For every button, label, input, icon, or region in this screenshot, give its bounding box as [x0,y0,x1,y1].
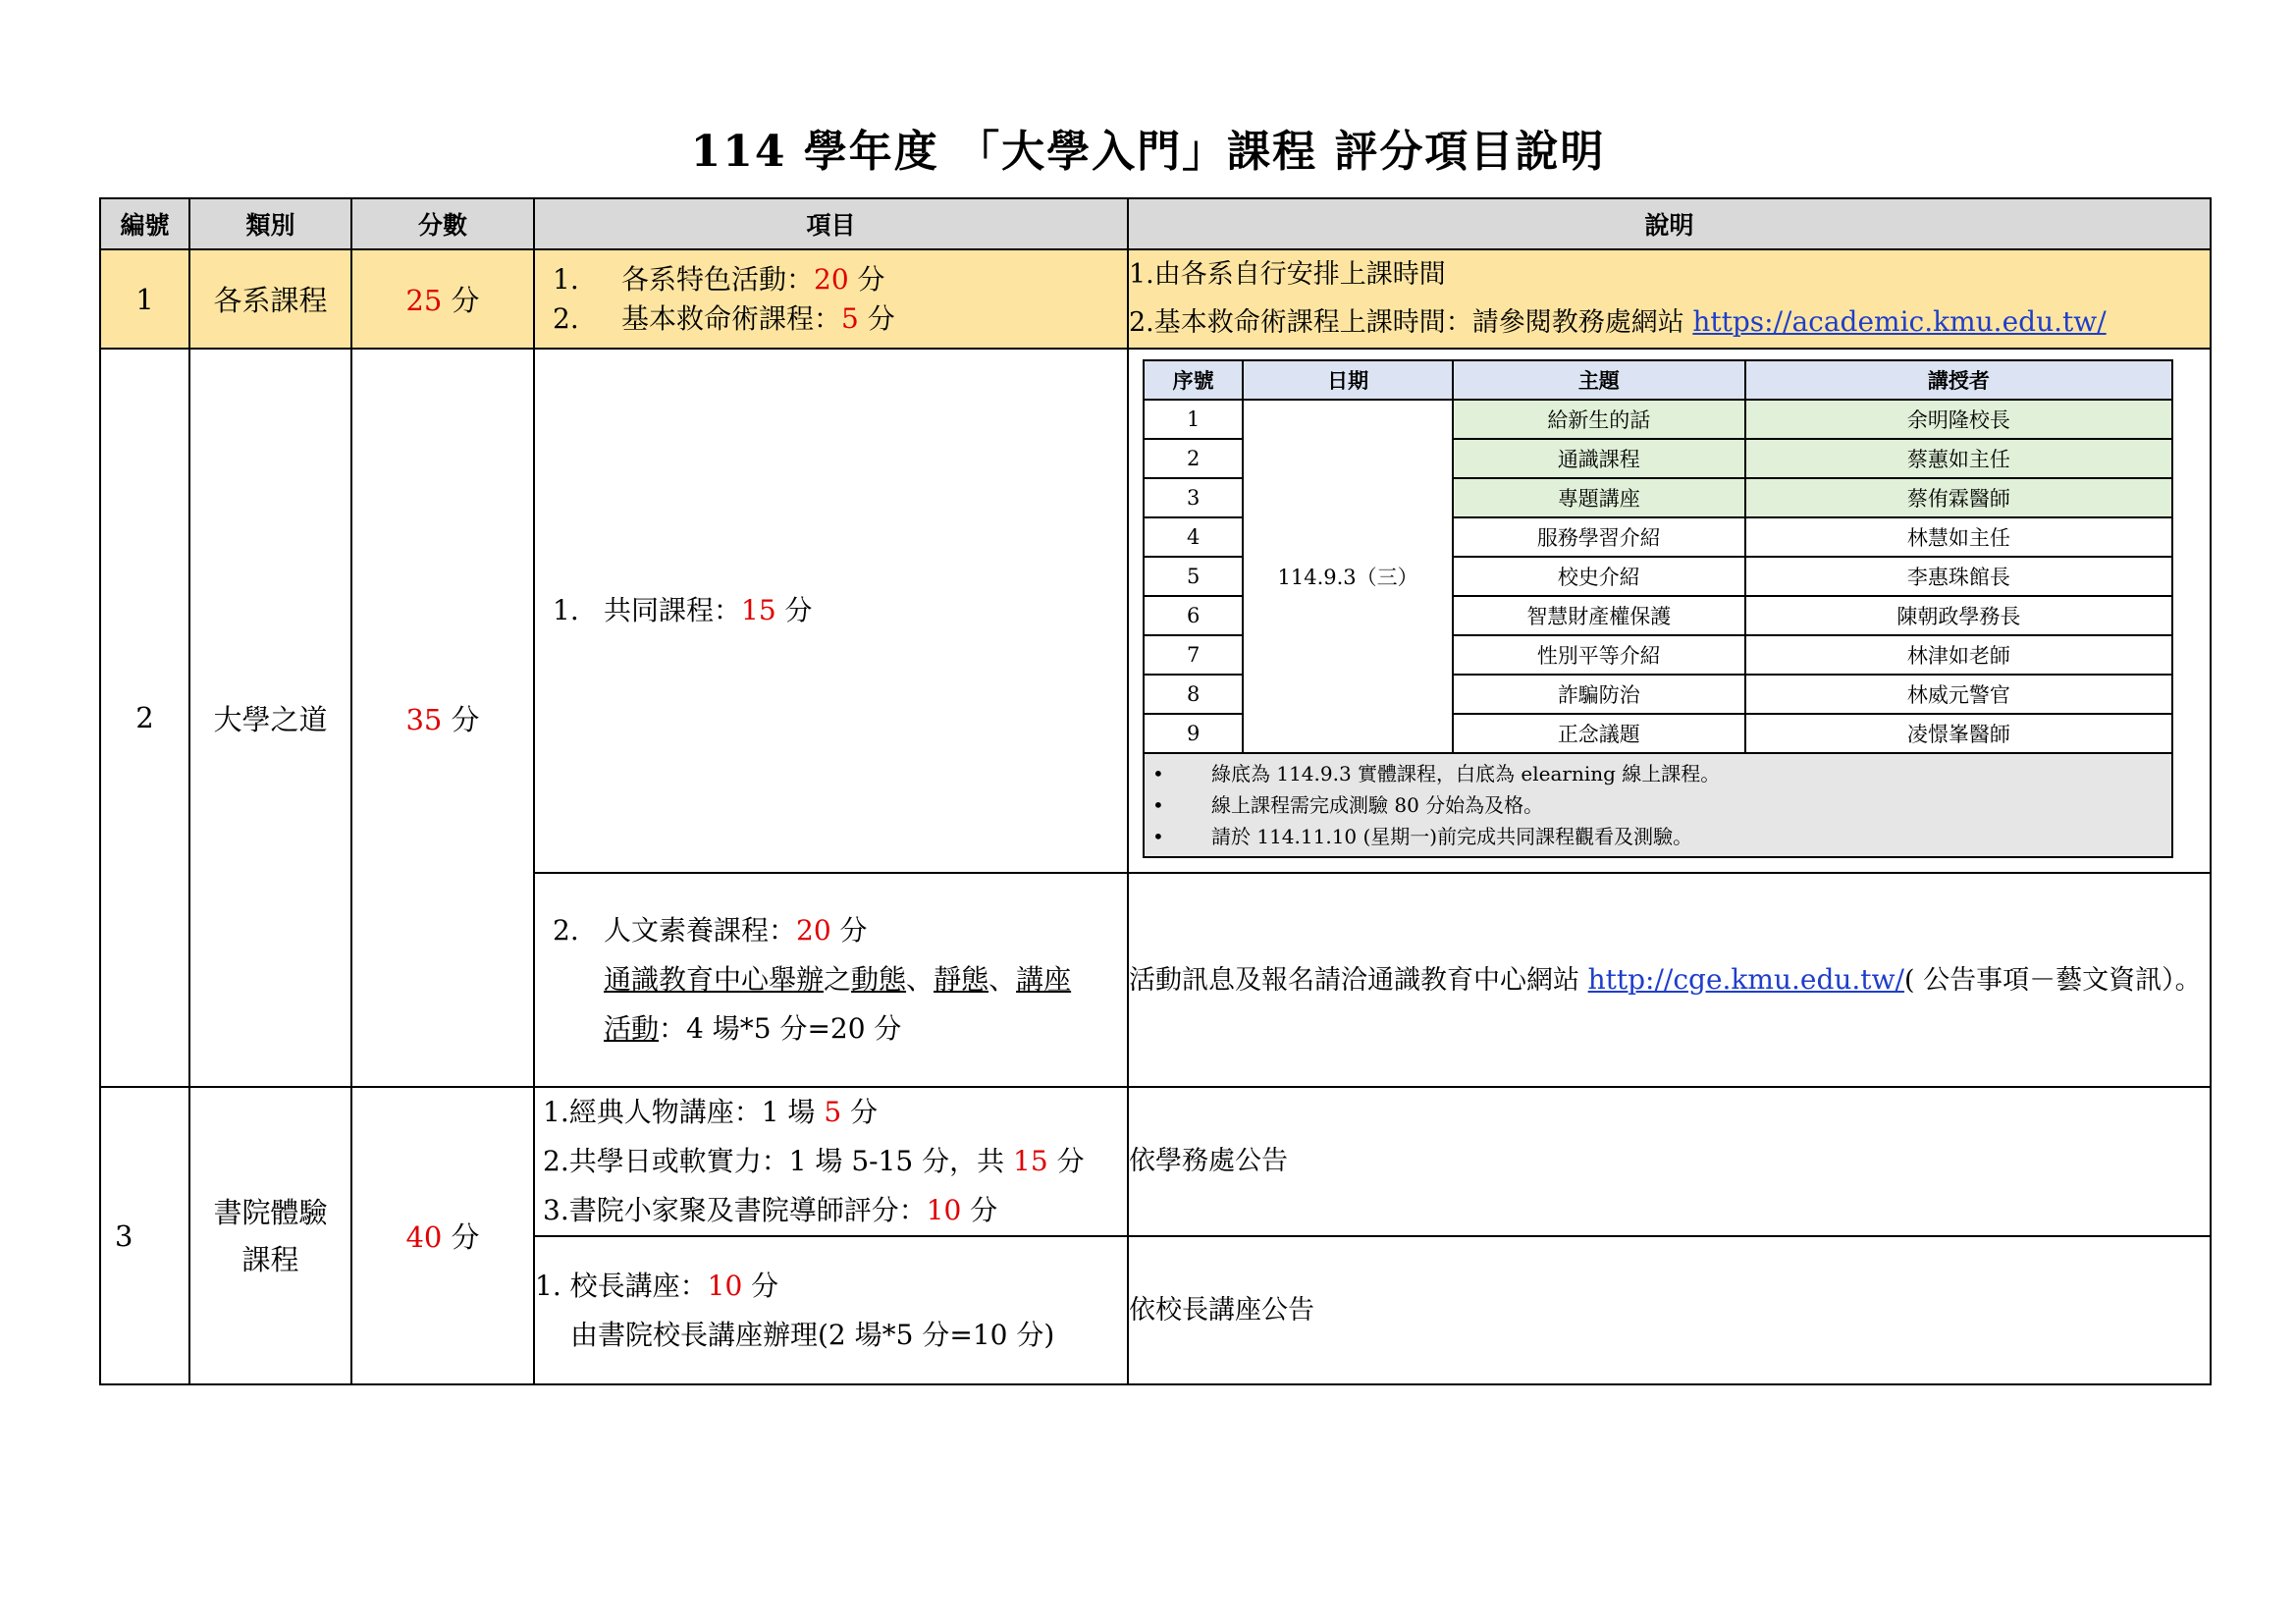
item-number: 2. [553,914,579,947]
item-label: 基本救命術課程： [621,301,842,335]
detail-text: 靜態 [934,963,989,996]
grading-table [99,197,2212,1385]
schedule-speaker: 凌憬峯醫師 [1745,714,2172,753]
header-item: 項目 [534,198,1128,249]
category-text: 課程 [241,1242,299,1276]
row-score [351,1087,534,1384]
list-item [553,590,1127,631]
note-text: 線上課程需完成測驗 80 分始為及格。 [1211,793,1544,817]
schedule-topic: 服務學習介紹 [1453,517,1745,557]
row-description [1128,873,2211,1087]
schedule-table [1143,359,2173,858]
category-text: 書院體驗 [213,1195,328,1229]
schedule-header-row [1144,360,2172,400]
row-number: 2 [100,349,189,1087]
schedule-no: 3 [1144,478,1243,517]
schedule-no: 2 [1144,439,1243,478]
item-points: 10 [707,1269,743,1302]
item-label: 各系特色活動： [621,262,815,296]
schedule-row [1144,400,2172,439]
item-unit: 分 [1047,1145,1085,1177]
item-unit: 分 [961,1194,998,1226]
description-text: ( 公告事項－藝文資訊）。 [1903,964,2202,996]
schedule-header: 講授者 [1745,360,2172,400]
schedule-topic: 給新生的話 [1453,400,1745,439]
detail-text: 講座 [1016,963,1072,996]
description-line: 1.由各系自行安排上課時間 [1129,259,1446,290]
score-unit: 分 [442,702,480,736]
score-value: 25 [405,284,443,317]
header-score: 分數 [351,198,534,249]
item-label: 校長講座： [569,1269,708,1302]
list-item [553,299,1127,339]
row-description: 依校長講座公告 [1128,1236,2211,1384]
item-detail: 由書院校長講座辦理(2 場*5 分=10 分) [570,1318,1055,1351]
header-description: 說明 [1128,198,2211,249]
row-description [1128,349,2211,873]
detail-text: 通識教育中心舉辦 [604,963,825,996]
row-items [534,349,1128,873]
row-category: 各系課程 [189,249,351,349]
item-points: 5 [841,301,859,335]
list-item [553,906,1127,955]
schedule-speaker: 李惠珠館長 [1745,557,2172,596]
item-number: 1. [535,1269,570,1302]
header-number: 編號 [100,198,189,249]
item-unit: 分 [742,1269,779,1302]
note-text: 請於 114.11.10 (星期一)前完成共同課程觀看及測驗。 [1211,825,1693,848]
item-unit: 分 [841,1096,879,1128]
item-label: 2.共學日或軟實力：1 場 5-15 分，共 [543,1145,1014,1177]
schedule-topic: 性別平等介紹 [1453,635,1745,675]
table-row [100,1087,2211,1236]
row-number: 3 [100,1087,189,1384]
list-item [553,260,1127,299]
table-row [100,249,2211,349]
list-item [535,1262,1127,1311]
note-item [1152,758,2163,789]
description-line [1129,298,2210,347]
item-label: 3.書院小家聚及書院導師評分： [543,1194,927,1226]
header-row [100,198,2211,249]
schedule-header: 主題 [1453,360,1745,400]
item-unit: 分 [775,594,813,626]
score-unit: 分 [442,1220,480,1254]
score-unit: 分 [451,284,480,317]
row-description [1128,249,2211,349]
schedule-no: 9 [1144,714,1243,753]
bullet-icon: • [1152,793,1164,817]
row-score [351,349,534,1087]
academic-website-link[interactable]: https://academic.kmu.edu.tw/ [1692,305,2107,338]
schedule-topic: 校史介紹 [1453,557,1745,596]
item-number: 1. [553,262,579,296]
detail-text: 活動 [604,1012,660,1045]
item-points: 10 [926,1194,962,1226]
detail-text: 、 [988,963,1017,996]
row-number: 1 [100,249,189,349]
item-points: 20 [814,262,849,296]
item-points: 5 [824,1096,842,1128]
list-item [543,1186,1119,1235]
item-points: 15 [741,594,776,626]
row-score [351,249,534,349]
schedule-topic: 專題講座 [1453,478,1745,517]
schedule-notes [1144,753,2172,857]
schedule-speaker: 林威元警官 [1745,675,2172,714]
schedule-speaker: 林慧如主任 [1745,517,2172,557]
schedule-no: 4 [1144,517,1243,557]
item-unit: 分 [858,301,895,335]
row-description: 依學務處公告 [1128,1087,2211,1236]
description-text: 2.基本救命術課程上課時間：請參閱教務處網站 [1129,307,1693,338]
table-row [100,349,2211,873]
item-unit: 分 [848,262,885,296]
schedule-header: 序號 [1144,360,1243,400]
note-item [1152,821,2163,852]
schedule-speaker: 蔡蕙如主任 [1745,439,2172,478]
item-unit: 分 [830,914,868,947]
score-value: 40 [405,1220,443,1254]
list-item [543,1137,1119,1186]
item-label: 共同課程： [604,594,742,626]
schedule-date: 114.9.3（三） [1243,400,1453,753]
item-detail [553,955,1127,1004]
schedule-no: 8 [1144,675,1243,714]
item-detail [553,1004,1127,1054]
cge-website-link[interactable]: http://cge.kmu.edu.tw/ [1587,962,1904,996]
detail-text: 、 [906,963,934,996]
detail-text: ：4 場*5 分=20 分 [659,1012,902,1045]
bullet-icon: • [1152,825,1164,848]
schedule-topic: 正念議題 [1453,714,1745,753]
schedule-topic: 通識課程 [1453,439,1745,478]
item-number: 2. [553,301,579,335]
note-text: 綠底為 114.9.3 實體課程，白底為 elearning 線上課程。 [1211,762,1721,785]
schedule-header: 日期 [1243,360,1453,400]
item-number: 1. [553,594,579,626]
item-points: 20 [796,914,831,947]
list-item [543,1088,1119,1137]
row-category [189,1087,351,1384]
page-title: 114 學年度 「大學入門」課程 評分項目說明 [690,127,1606,177]
schedule-notes-row [1144,753,2172,857]
header-category: 類別 [189,198,351,249]
schedule-topic: 詐騙防治 [1453,675,1745,714]
score-value: 35 [405,702,443,736]
note-item [1152,789,2163,821]
schedule-no: 1 [1144,400,1243,439]
row-items [534,249,1128,349]
schedule-speaker: 余明隆校長 [1745,400,2172,439]
item-label: 1.經典人物講座：1 場 [543,1096,825,1128]
schedule-no: 6 [1144,596,1243,635]
row-category: 大學之道 [189,349,351,1087]
row-items [534,1236,1128,1384]
schedule-topic: 智慧財產權保護 [1453,596,1745,635]
schedule-speaker: 林津如老師 [1745,635,2172,675]
detail-text: 動態 [851,963,907,996]
row-items [534,1087,1128,1236]
schedule-speaker: 蔡侑霖醫師 [1745,478,2172,517]
schedule-speaker: 陳朝政學務長 [1745,596,2172,635]
schedule-no: 7 [1144,635,1243,675]
detail-text: 之 [824,963,852,996]
item-label: 人文素養課程： [604,914,797,947]
description-text: 活動訊息及報名請洽通識教育中心網站 [1129,964,1588,996]
bullet-icon: • [1152,762,1164,785]
row-items [534,873,1128,1087]
item-points: 15 [1013,1145,1048,1177]
schedule-no: 5 [1144,557,1243,596]
